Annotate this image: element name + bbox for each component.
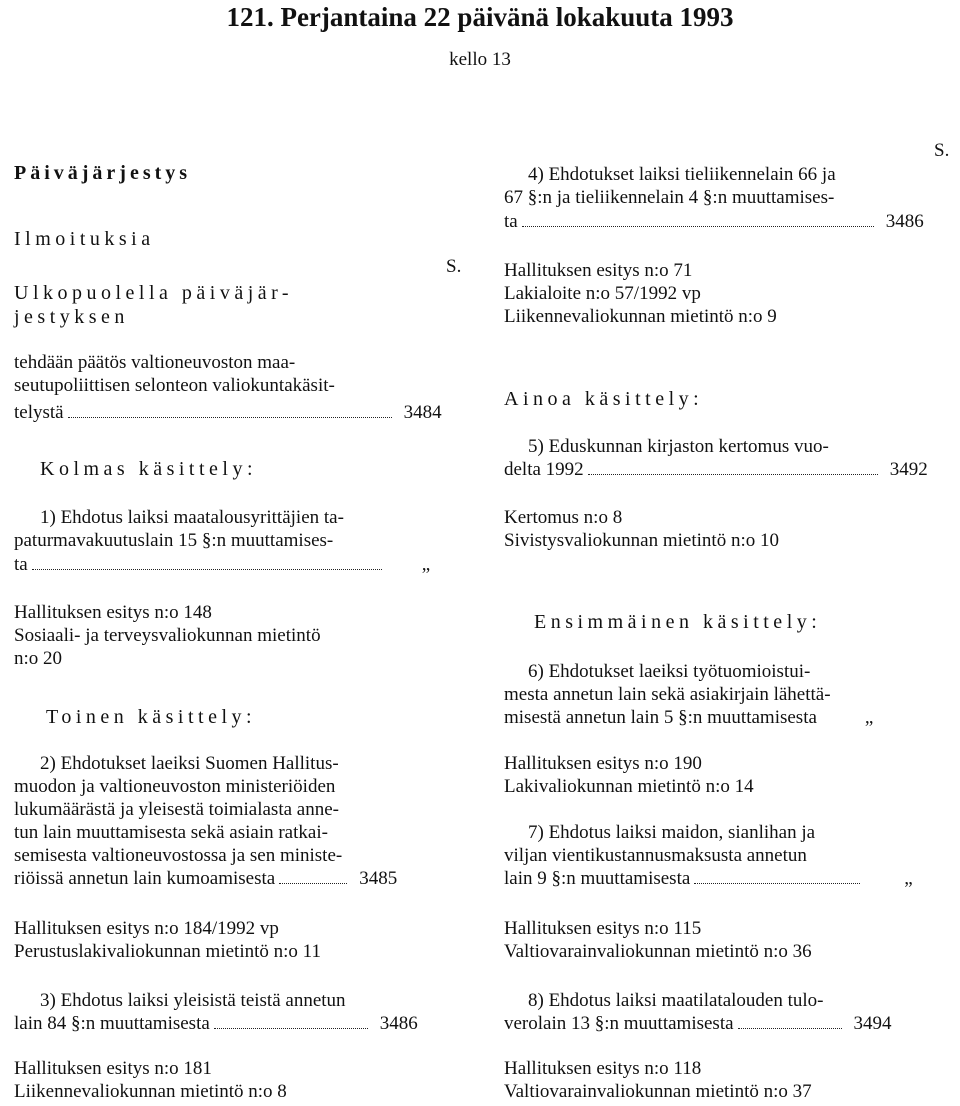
item-2-line: muodon ja valtioneuvoston ministeriöiden <box>14 776 336 797</box>
leader-dots <box>738 1014 842 1029</box>
page-number: 3486 <box>885 211 924 232</box>
item-4-ref: Lakialoite n:o 57/1992 vp <box>504 283 701 304</box>
page-number: „ <box>864 707 874 728</box>
leader-dots <box>694 869 860 884</box>
outside-agenda-heading: Ulkopuolella päiväjär- <box>14 282 294 304</box>
item-6-ref: Lakivaliokunnan mietintö n:o 14 <box>504 776 754 797</box>
item-4-line: 67 §:n ja tieliikennelain 4 §:n muuttamises- <box>504 187 835 208</box>
item-2-ref: Perustuslakivaliokunnan mietintö n:o 11 <box>14 941 321 962</box>
leader-dots <box>214 1014 368 1029</box>
third-reading-heading: Kolmas käsittely: <box>40 458 258 480</box>
item-7-line: lain 9 §:n muuttamisesta <box>504 868 691 889</box>
leader-dots <box>279 869 347 884</box>
item-2-line: lukumäärästä ja yleisestä toimialasta anne- <box>14 799 339 820</box>
item-6-line: mesta annetun lain sekä asiakirjain lähettä- <box>504 684 831 705</box>
item-6-ref: Hallituksen esitys n:o 190 <box>504 753 702 774</box>
item-2-ref: Hallituksen esitys n:o 184/1992 vp <box>14 918 279 939</box>
item-5-ref: Sivistysvaliokunnan mietintö n:o 10 <box>504 530 779 551</box>
item-3-line: 3) Ehdotus laiksi yleisistä teistä annetun <box>40 990 346 1011</box>
leader-dots <box>522 212 874 227</box>
page-number: „ <box>421 554 431 575</box>
item-2-entry <box>14 868 474 890</box>
item-2-line: riöissä annetun lain kumoamisesta <box>14 868 276 889</box>
item-8-line: verolain 13 §:n muuttamisesta <box>504 1013 734 1034</box>
second-reading-heading: Toinen käsittely: <box>46 706 257 728</box>
page-title: 121. Perjantaina 22 päivänä lokakuuta 1993 <box>226 2 734 32</box>
item-1-line: ta <box>14 554 28 575</box>
item-7-entry <box>504 868 960 890</box>
item-6-entry <box>504 707 960 729</box>
leader-dots <box>588 460 878 475</box>
page-number: 3484 <box>403 402 442 423</box>
item-1-line: paturmavakuutuslain 15 §:n muuttamises- <box>14 530 334 551</box>
item-7-line: viljan vientikustannusmaksusta annetun <box>504 845 807 866</box>
session-time: kello 13 <box>449 49 511 70</box>
item-8-ref: Hallituksen esitys n:o 118 <box>504 1058 702 1079</box>
item-5-line: delta 1992 <box>504 459 584 480</box>
outside-agenda-heading-cont: jestyksen <box>14 306 129 328</box>
decision-text-line: tehdään päätös valtioneuvoston maa- <box>14 352 296 373</box>
only-reading-heading: Ainoa käsittely: <box>504 388 704 410</box>
item-1-ref: Sosiaali- ja terveysvaliokunnan mietintö <box>14 625 321 646</box>
decision-text-line: seutupoliittisen selonteon valiokuntakäsit- <box>14 375 335 396</box>
item-4-entry <box>504 211 960 233</box>
item-7-line: 7) Ehdotus laiksi maidon, sianlihan ja <box>528 822 816 843</box>
item-6-line: misestä annetun lain 5 §:n muuttamisesta <box>504 707 817 728</box>
leader-dots <box>32 555 382 570</box>
page-number: 3486 <box>379 1013 418 1034</box>
item-8-line: 8) Ehdotus laiksi maatilatalouden tulo- <box>528 990 824 1011</box>
item-2-line: semisesta valtioneuvostossa ja sen ministe- <box>14 845 343 866</box>
item-7-ref: Valtiovarainvaliokunnan mietintö n:o 36 <box>504 941 812 962</box>
item-5-ref: Kertomus n:o 8 <box>504 507 623 528</box>
item-8-entry <box>504 1013 960 1035</box>
item-2-line: tun lain muuttamisesta sekä asiain ratkai- <box>14 822 328 843</box>
item-2-line: 2) Ehdotukset laeiksi Suomen Hallitus- <box>40 753 339 774</box>
item-3-ref: Liikennevaliokunnan mietintö n:o 8 <box>14 1081 287 1102</box>
item-5-line: 5) Eduskunnan kirjaston kertomus vuo- <box>528 436 829 457</box>
item-3-line: lain 84 §:n muuttamisesta <box>14 1013 210 1034</box>
item-1-ref: n:o 20 <box>14 648 63 669</box>
page-column-marker-left: S. <box>446 256 462 277</box>
item-1-line: 1) Ehdotus laiksi maatalousyrittäjien ta- <box>40 507 344 528</box>
item-3-ref: Hallituksen esitys n:o 181 <box>14 1058 212 1079</box>
page-number: „ <box>904 868 913 889</box>
agenda-heading: Päiväjärjestys <box>14 162 192 184</box>
decision-entry <box>14 402 474 424</box>
leader-dots <box>68 403 392 418</box>
page-number: 3485 <box>359 868 398 889</box>
item-3-entry <box>14 1013 474 1035</box>
page-number: 3494 <box>853 1013 892 1034</box>
first-reading-heading: Ensimmäinen käsittely: <box>534 611 822 633</box>
item-8-ref: Valtiovarainvaliokunnan mietintö n:o 37 <box>504 1081 812 1102</box>
item-6-line: 6) Ehdotukset laeiksi työtuomioistui- <box>528 661 811 682</box>
item-4-line: 4) Ehdotukset laiksi tieliikennelain 66 ja <box>528 164 836 185</box>
page-number: 3492 <box>889 459 928 480</box>
item-4-line: ta <box>504 211 518 232</box>
item-4-ref: Hallituksen esitys n:o 71 <box>504 260 693 281</box>
announcements-heading: Ilmoituksia <box>14 228 155 250</box>
item-4-ref: Liikennevaliokunnan mietintö n:o 9 <box>504 306 777 327</box>
item-7-ref: Hallituksen esitys n:o 115 <box>504 918 702 939</box>
page-column-marker-right: S. <box>934 140 950 161</box>
item-5-entry <box>504 459 960 481</box>
item-1-ref: Hallituksen esitys n:o 148 <box>14 602 212 623</box>
decision-text-line: telystä <box>14 402 64 423</box>
item-1-entry <box>14 554 474 576</box>
